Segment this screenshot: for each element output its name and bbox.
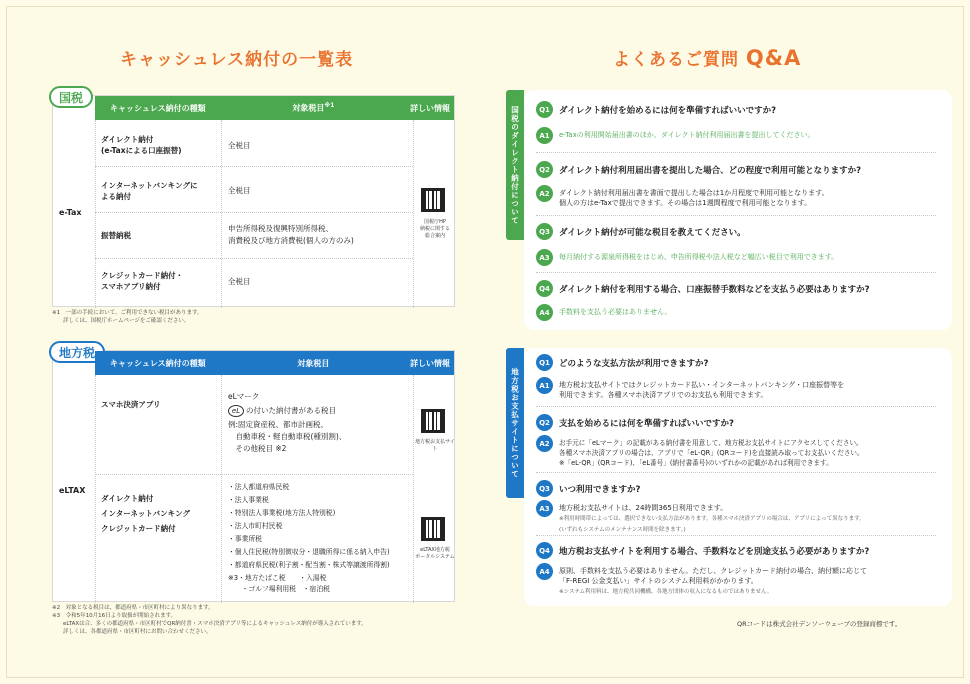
target-furikae: 申告所得税及復興特別所得税、 消費税及び地方消費税(個人の方のみ): [228, 224, 354, 245]
kokuzei-table: [52, 90, 455, 307]
answer: A2 お手元に「eLマーク」の記載がある納付書を用意して、地方税お支払サイトにアクセスしてください。 各種スマホ決済アプリの場合は、アプリで「eL-QR」(QRコード)を直接読み取ってお支払いください。 ※「eL-QR」(QRコード)、「eL番号」(納付書番号)のいずれかの記載があれば利用できます。: [536, 435, 864, 468]
header-target: 対象税目$^{※1}$: [292, 102, 335, 113]
question: Q3 ダイレクト納付が可能な税目を教えてください。: [536, 223, 746, 240]
faq-title: よくあるご質問 Q&A: [613, 46, 802, 70]
target-corporate-taxes: ・法人都道府県民税 ・法人事業税 ・特別法人事業税(地方法人特別税) ・法人市町村民税 ・事業所税 ・個人住民税(特別徴収分・退職所得に係る納入申告) ・都道府県民税(利子割・配当割・株式等譲渡所得割): [228, 483, 390, 569]
faq-separator: [536, 215, 936, 216]
faq-kokuzei-tag: 国税のダイレクト納付について: [506, 90, 524, 240]
qr-code[interactable]: [421, 188, 445, 212]
qr-trademark-note: QRコードは株式会社デンソーウェーブの登録商標です。: [737, 620, 902, 628]
elmark-examples: 例:固定資産税、都市計画税、 自動車税・軽自動車税(種別割)、 その他税目 ※2: [228, 420, 347, 453]
qr-code[interactable]: [421, 517, 445, 541]
answer: A1 e-Taxの利用開始届出書のほか、ダイレクト納付利用届出書を提出してください。: [536, 127, 814, 144]
category-eltax: eLTAX: [59, 486, 86, 495]
qr-caption-eltax: eLTAX地方税 ポータルシステム: [415, 547, 455, 560]
question: Q4 ダイレクト納付を利用する場合、口座振替手数料などを支払う必要はありますか?: [536, 280, 870, 297]
question: Q3 いつ利用できますか?: [536, 480, 640, 497]
divider: [413, 375, 414, 603]
kokuzei-pill: 国税: [49, 86, 93, 108]
row-separator: [95, 166, 413, 167]
kind-netbank: インターネットバンキングに よる納付: [101, 181, 198, 201]
target-extra-taxes: ※3・地方たばこ税 ・入湯税 ・ゴルフ場利用税 ・宿泊税: [228, 574, 330, 593]
divider: [221, 375, 222, 603]
divider: [95, 375, 96, 603]
elmark-label: eLマーク: [228, 392, 260, 401]
elmark-line: eL の付いた納付書がある税目: [228, 405, 410, 417]
chiho-header: [95, 351, 454, 375]
qr-code[interactable]: [421, 409, 445, 433]
faq-separator: [536, 406, 936, 407]
category-etax: e-Tax: [59, 208, 82, 217]
chiho-note: ※2 対象となる税目は、都道府県・市区町村により異なります。 ※3 令和5年10月16日より取扱が開始されます。 eLTAXは合、多くの都道府県・市区町村でQR納付書・スマホ決済アプリ等によるキャッシュレス納付が導入されています。 詳しくは、各都道府県・市区町村にお問い合わせください。: [52, 605, 367, 635]
qr-caption-paysite: 地方税お支払サイト: [415, 439, 455, 452]
chiho-table: [52, 345, 455, 602]
kind-direct-netbank-credit: ダイレクト納付 インターネットバンキング クレジットカード納付: [101, 494, 190, 533]
answer: A3 地方税お支払サイトは、24時間365日利用できます。 ※利用時間帯によっては、選択できない支払方法があります。各種スマホ決済アプリの場合は、アプリによって異なります。 (いずれもシステムのメンテナンス時間を除きます。): [536, 500, 865, 535]
question: Q1 ダイレクト納付を始めるには何を準備すればいいですか?: [536, 101, 776, 118]
answer: A4 手数料を支払う必要はありません。: [536, 304, 671, 321]
faq-separator: [536, 272, 936, 273]
answer: A4 原則、手数料を支払う必要はありません。ただし、クレジットカード納付の場合、納付額に応じて 「F-REGI 公金支払い」サイトのシステム利用料がかかります。 ※システム利用料は、地方税共同機構、各地方団体の収入になるものではありません。: [536, 563, 867, 597]
qr-caption-nta: 国税庁HP 納税に関する 総合案内: [419, 219, 450, 239]
header-kind: キャッシュレス納付の種類: [110, 103, 206, 113]
question: Q2 ダイレクト納付利用届出書を提出した場合、どの程度で利用可能となりますか?: [536, 161, 861, 178]
target-smartphone: [228, 391, 410, 455]
row-separator: [95, 258, 413, 259]
question: Q4 地方税お支払サイトを利用する場合、手数料などを別途支払う必要がありますか?: [536, 542, 869, 559]
kind-direct: ダイレクト納付 (e-Taxによる口座振替): [101, 135, 182, 155]
kokuzei-note: ※1 一部の手続において、ご利用できない税目があります。 詳しくは、国税庁ホームページをご確認ください。: [52, 310, 203, 324]
elmark-icon: eL: [228, 405, 244, 417]
kind-furikae: 振替納税: [101, 231, 131, 240]
kind-credit: クレジットカード納付・ スマホアプリ納付: [101, 271, 184, 291]
answer: A3 毎月納付する源泉所得税をはじめ、申告所得税や法人税など幅広い税目で利用できます。: [536, 249, 838, 266]
cashless-list-title: キャッシュレス納付の一覧表: [120, 50, 354, 70]
faq-separator: [536, 472, 936, 473]
answer: A2 ダイレクト納付利用届出書を書面で提出した場合は1か月程度で利用可能となります。 個人の方はe-Taxで提出できます。その場合は1週間程度で利用可能となります。: [536, 185, 829, 208]
target-direct: 全税目: [228, 141, 251, 150]
row-separator: [95, 474, 413, 475]
divider: [413, 120, 414, 308]
target-credit: 全税目: [228, 277, 251, 286]
row-separator: [95, 212, 413, 213]
question: Q2 支払を始めるには何を準備すればいいですか?: [536, 414, 734, 431]
header-info: 詳しい情報: [410, 103, 451, 113]
kind-smartphone: スマホ決済アプリ: [101, 400, 161, 409]
target-netbank: 全税目: [228, 186, 251, 195]
kokuzei-header: [95, 96, 454, 120]
header-info: 詳しい情報: [410, 358, 451, 368]
chiho-pill: 地方税: [49, 341, 105, 363]
question: Q1 どのような支払方法が利用できますか?: [536, 354, 708, 371]
answer: A1 地方税お支払サイトではクレジットカード払い・インターネットバンキング・口座振替等を 利用できます。各種スマホ決済アプリでのお支払も利用できます。: [536, 377, 844, 400]
faq-separator: [536, 535, 936, 536]
header-target: 対象税目: [297, 358, 330, 368]
header-kind: キャッシュレス納付の種類: [110, 358, 206, 368]
faq-chiho-tag: 地方税お支払サイトについて: [506, 348, 524, 498]
divider: [95, 120, 96, 308]
divider: [221, 120, 222, 308]
faq-separator: [536, 152, 936, 153]
